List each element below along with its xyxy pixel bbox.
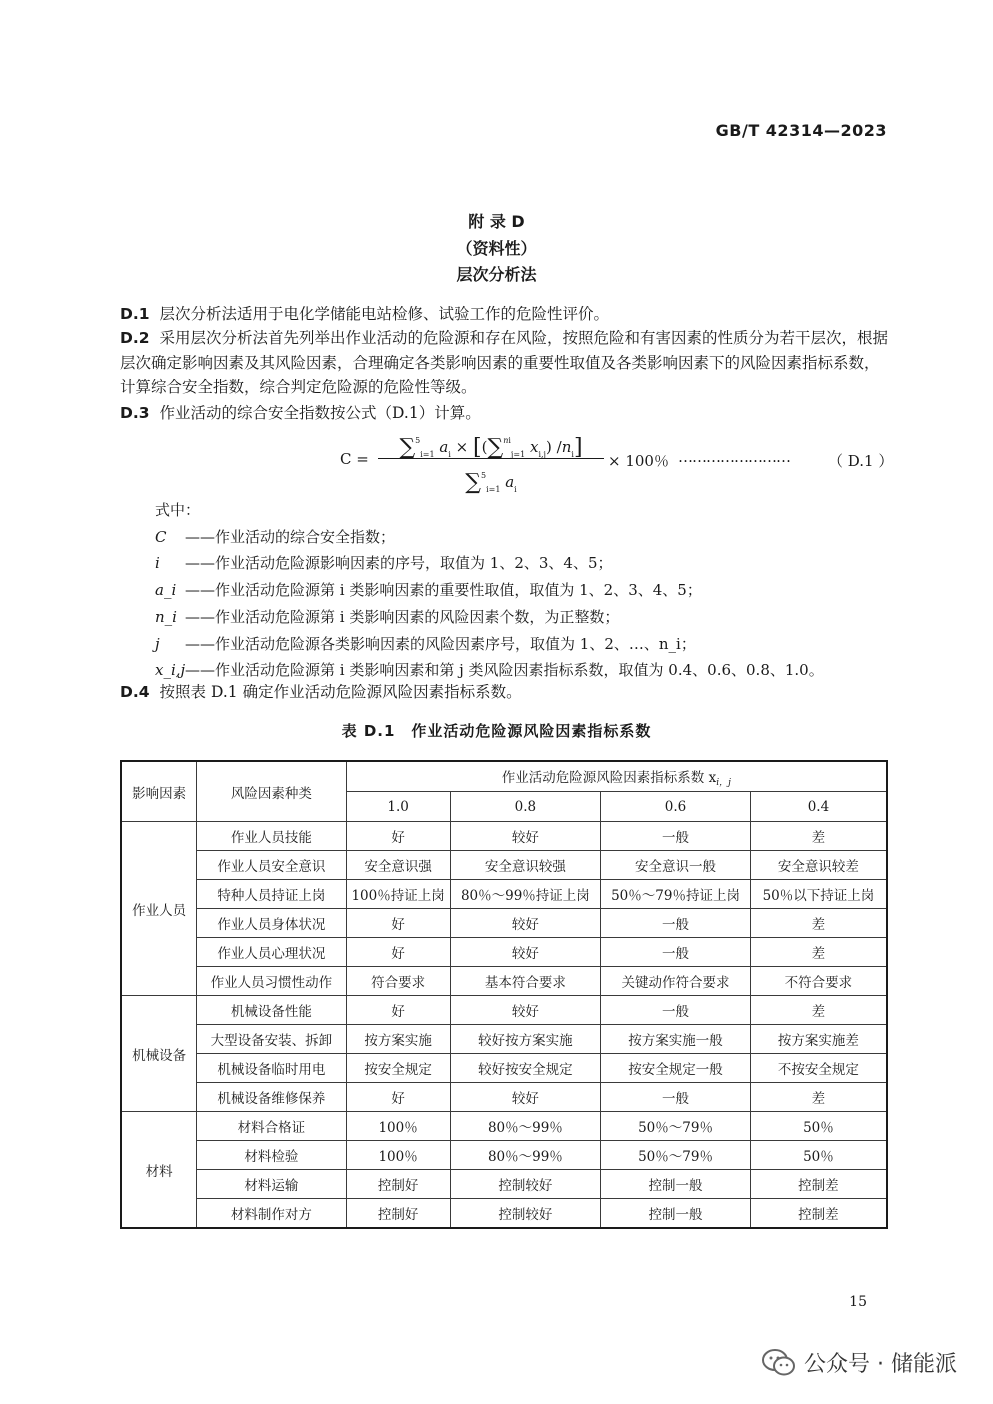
- coefficient-cell: 50％～79％: [601, 1112, 751, 1141]
- definition-text: ——作业活动危险源影响因素的序号，取值为 1、2、3、4、5；: [185, 554, 613, 573]
- definition-text: ——作业活动危险源各类影响因素的风险因素序号，取值为 1、2、…、n_i；: [185, 634, 696, 653]
- formula-fraction: [378, 426, 604, 495]
- coefficient-cell: 差: [750, 909, 887, 938]
- coefficient-cell: 差: [750, 938, 887, 967]
- standard-code: GB/T 42314—2023: [715, 121, 887, 140]
- coefficient-cell: 较好按安全规定: [450, 1054, 601, 1083]
- coefficient-cell: 50％～79％持证上岗: [601, 880, 751, 909]
- definition-text: ——作业活动危险源第 i 类影响因素和第 j 类风险因素指标系数，取值为 0.4、0.6、0.8、1.0。: [185, 661, 824, 680]
- factor-group-cell: 作业人员: [121, 822, 197, 996]
- risk-type-cell: 作业人员安全意识: [197, 851, 347, 880]
- risk-type-cell: 机械设备临时用电: [197, 1054, 347, 1083]
- paragraph-d1: [120, 302, 890, 327]
- coefficient-cell: 好: [346, 996, 450, 1025]
- coefficient-cell: 安全意识一般: [601, 851, 751, 880]
- formula-times-percent: × 100％: [608, 452, 669, 470]
- table-header-row: [121, 761, 887, 792]
- appendix-title: 附 录 D: [468, 212, 525, 231]
- risk-type-cell: 作业人员身体状况: [197, 909, 347, 938]
- risk-type-cell: 机械设备性能: [197, 996, 347, 1025]
- coefficient-cell: 较好: [450, 822, 601, 851]
- coefficient-cell: 按安全规定一般: [601, 1054, 751, 1083]
- table-row: [121, 967, 887, 996]
- paragraph-text: 采用层次分析法首先列举出作业活动的危险源和存在风险，按照危险和有害因素的性质分为若干层次，根据层次确定影响因素及其风险因素，合理确定各类影响因素的重要性取值及各类影响因素下的风险因素指标系数，计算综合安全指数，综合判定危险源的危险性等级。: [120, 329, 889, 396]
- header-group-text: 作业活动危险源风险因素指标系数 x: [501, 769, 717, 786]
- paragraph-text: 层次分析法适用于电化学储能电站检修、试验工作的危险性评价。: [159, 305, 610, 323]
- coefficient-cell: 不按安全规定: [750, 1054, 887, 1083]
- coefficient-cell: 50％以下持证上岗: [750, 880, 887, 909]
- formula-denominator: ∑$^5_{i=1}$ $a_i$: [465, 470, 517, 495]
- coefficient-cell: 控制一般: [601, 1199, 751, 1229]
- coefficient-cell: 一般: [601, 909, 751, 938]
- coefficient-cell: 关键动作符合要求: [601, 967, 751, 996]
- coefficient-cell: 控制好: [346, 1170, 450, 1199]
- coefficient-cell: 符合要求: [346, 967, 450, 996]
- coefficient-cell: 安全意识较强: [450, 851, 601, 880]
- coefficient-cell: 控制较好: [450, 1199, 601, 1229]
- table-row: [121, 1025, 887, 1054]
- coefficient-cell: 较好: [450, 1083, 601, 1112]
- coefficient-cell: 较好按方案实施: [450, 1025, 601, 1054]
- coefficient-cell: 50％～79％: [601, 1141, 751, 1170]
- coefficient-cell: 80％～99％持证上岗: [450, 880, 601, 909]
- coefficient-cell: 50％: [750, 1141, 887, 1170]
- coefficient-cell: 安全意识较差: [750, 851, 887, 880]
- coefficient-cell: 差: [750, 1083, 887, 1112]
- coefficient-cell: 按方案实施差: [750, 1025, 887, 1054]
- appendix-heading: 层次分析法: [456, 265, 537, 284]
- coefficient-cell: 80％～99％: [450, 1112, 601, 1141]
- table-row: [121, 1199, 887, 1229]
- definition-symbol: C: [155, 527, 167, 546]
- coefficient-cell: 好: [346, 938, 450, 967]
- formula-numerator: ∑$^5_{i=1}$ $a_i \times [(\sum^{ni}_{j=1}$ $x_{i,j}$) $/n_i$]: [399, 435, 583, 460]
- definition-item: [155, 550, 895, 577]
- header-coef: 0.6: [601, 792, 751, 822]
- definitions: [155, 497, 895, 684]
- table-row: [121, 909, 887, 938]
- formula-lhs: C =: [340, 450, 369, 468]
- paragraph-text: 按照表 D.1 确定作业活动危险源风险因素指标系数。: [159, 683, 522, 701]
- definition-item: [155, 524, 895, 551]
- header-coefficient-group: [346, 761, 887, 792]
- risk-type-cell: 材料检验: [197, 1141, 347, 1170]
- coefficient-cell: 100％: [346, 1112, 450, 1141]
- paragraph-d2: [120, 326, 890, 400]
- coefficient-cell: 100％: [346, 1141, 450, 1170]
- coefficient-cell: 一般: [601, 938, 751, 967]
- coefficient-cell: 差: [750, 822, 887, 851]
- risk-type-cell: 作业人员心理状况: [197, 938, 347, 967]
- risk-type-cell: 大型设备安装、拆卸: [197, 1025, 347, 1054]
- definition-symbol: j: [155, 634, 160, 653]
- header-factor: 影响因素: [121, 761, 197, 822]
- where-label: 式中：: [155, 501, 201, 519]
- definition-symbol: a_i: [155, 581, 177, 600]
- watermark-text: 公众号 · 储能派: [804, 1352, 957, 1377]
- coefficient-cell: 较好: [450, 996, 601, 1025]
- risk-type-cell: 材料合格证: [197, 1112, 347, 1141]
- definition-symbol: x_i,j: [155, 661, 186, 680]
- formula-d1: [340, 424, 894, 495]
- coefficient-cell: 好: [346, 1083, 450, 1112]
- table-row: [121, 851, 887, 880]
- paragraph-d3: [120, 401, 890, 426]
- table-caption: 表 D.1 作业活动危险源风险因素指标系数: [341, 722, 652, 740]
- risk-type-cell: 作业人员技能: [197, 822, 347, 851]
- table-row: [121, 1112, 887, 1141]
- risk-type-cell: 机械设备维修保养: [197, 1083, 347, 1112]
- definition-item: [155, 604, 895, 631]
- table-row: [121, 880, 887, 909]
- factor-group-cell: 机械设备: [121, 996, 197, 1112]
- coefficient-cell: 一般: [601, 1083, 751, 1112]
- risk-type-cell: 材料制作对方: [197, 1199, 347, 1229]
- coefficient-cell: 50％: [750, 1112, 887, 1141]
- paragraph-number: D.3: [120, 404, 150, 422]
- coefficient-cell: 按方案实施: [346, 1025, 450, 1054]
- coefficient-cell: 较好: [450, 909, 601, 938]
- paragraph-number: D.4: [120, 683, 150, 701]
- paragraph-text: 作业活动的综合安全指数按公式（D.1）计算。: [159, 404, 481, 422]
- coefficient-cell: 一般: [601, 996, 751, 1025]
- coefficient-cell: 一般: [601, 822, 751, 851]
- table-row: [121, 996, 887, 1025]
- definition-item: [155, 577, 895, 604]
- header-group-subscript: i，j: [716, 777, 731, 788]
- coefficient-cell: 控制一般: [601, 1170, 751, 1199]
- definition-symbol: n_i: [155, 607, 177, 626]
- coefficient-cell: 控制差: [750, 1199, 887, 1229]
- table-row: [121, 1083, 887, 1112]
- definition-symbol: i: [155, 554, 160, 573]
- table-row: [121, 1054, 887, 1083]
- coefficient-cell: 不符合要求: [750, 967, 887, 996]
- coefficient-cell: 好: [346, 822, 450, 851]
- coefficient-cell: 按方案实施一般: [601, 1025, 751, 1054]
- coefficient-cell: 按安全规定: [346, 1054, 450, 1083]
- coefficient-cell: 好: [346, 909, 450, 938]
- definition-text: ——作业活动的综合安全指数；: [185, 527, 396, 546]
- coefficient-cell: 控制差: [750, 1170, 887, 1199]
- formula-leader: ……………………: [678, 448, 790, 466]
- coefficient-cell: 基本符合要求: [450, 967, 601, 996]
- table-row: [121, 1170, 887, 1199]
- header-coef: 0.8: [450, 792, 601, 822]
- header-coef: 1.0: [346, 792, 450, 822]
- coefficient-cell: 80％～99％: [450, 1141, 601, 1170]
- risk-type-cell: 作业人员习惯性动作: [197, 967, 347, 996]
- paragraph-d4: [120, 680, 890, 705]
- definition-item: [155, 631, 895, 658]
- coefficient-cell: 控制较好: [450, 1170, 601, 1199]
- coefficient-cell: 差: [750, 996, 887, 1025]
- definition-text: ——作业活动危险源第 i 类影响因素的重要性取值，取值为 1、2、3、4、5；: [185, 581, 702, 600]
- table-row: [121, 822, 887, 851]
- risk-type-cell: 材料运输: [197, 1170, 347, 1199]
- factor-group-cell: 材料: [121, 1112, 197, 1229]
- header-coef: 0.4: [750, 792, 887, 822]
- table-row: [121, 938, 887, 967]
- page-number: 15: [849, 1294, 867, 1310]
- header-risk-type: 风险因素种类: [197, 761, 347, 822]
- coefficient-cell: 较好: [450, 938, 601, 967]
- appendix-subtitle: （资料性）: [456, 239, 537, 258]
- watermark: [762, 1347, 957, 1378]
- risk-type-cell: 特种人员持证上岗: [197, 880, 347, 909]
- coefficient-table: [120, 760, 888, 1229]
- coefficient-cell: 安全意识强: [346, 851, 450, 880]
- coefficient-cell: 控制好: [346, 1199, 450, 1229]
- definition-text: ——作业活动危险源第 i 类影响因素的风险因素个数，为正整数；: [185, 607, 620, 626]
- paragraph-number: D.1: [120, 305, 150, 323]
- formula-label: （ D.1 ）: [828, 452, 894, 470]
- coefficient-cell: 100％持证上岗: [346, 880, 450, 909]
- paragraph-number: D.2: [120, 329, 150, 347]
- wechat-icon: [762, 1349, 796, 1377]
- table-row: [121, 1141, 887, 1170]
